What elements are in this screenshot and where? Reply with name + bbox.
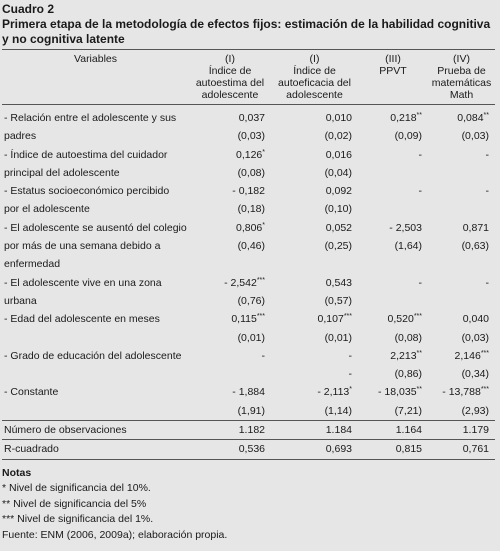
cell-c1 (189, 274, 271, 292)
cell-c1 (189, 310, 271, 328)
stats-cell-c4: 1.179 (428, 421, 495, 440)
source-note: Fuente: ENM (2006, 2009a); elaboración propia. (2, 528, 228, 541)
cell-value: 0,084 (457, 112, 484, 124)
table-number: Cuadro 2 (2, 2, 55, 16)
notes-title: Notas (2, 466, 32, 479)
row-label: - El adolescente vive en una zona (4, 276, 162, 289)
cell-value: 0,520 (387, 313, 414, 326)
cell-value: (0,57) (324, 294, 352, 307)
cell-value: - (348, 368, 352, 381)
row-label: - Índice de autoestima del cuidador (4, 148, 168, 161)
cell-c3 (358, 310, 428, 328)
table-row (2, 329, 495, 347)
cell-value: - (485, 276, 489, 289)
table-row (2, 274, 495, 292)
significance-mark: * (349, 386, 352, 394)
cell-c3 (358, 219, 428, 237)
row-label: por más de una semana debido a (4, 240, 161, 253)
cell-c1 (189, 329, 271, 347)
stats-cell-c1: 1.182 (189, 421, 271, 440)
significance-mark: ** (416, 386, 422, 394)
cell-value: 0,052 (325, 221, 352, 234)
cell-c1 (189, 182, 271, 200)
significance-mark: ** (416, 112, 422, 119)
cell-c2 (271, 105, 358, 128)
table-row (2, 347, 495, 365)
header-col-3-num: (III) (385, 53, 401, 65)
cell-c1 (189, 146, 271, 164)
cell-c3 (358, 182, 428, 200)
note-item: * Nivel de significancia del 10%. (2, 482, 151, 495)
table-row (2, 237, 495, 255)
cell-c4 (428, 329, 495, 347)
row-label: urbana (4, 294, 37, 307)
row-label (2, 329, 189, 347)
cell-value: - (485, 148, 489, 161)
table-stats (2, 421, 495, 460)
cell-value: - 1,884 (232, 386, 265, 399)
cell-c4 (428, 347, 495, 365)
cell-value: - (418, 148, 422, 161)
cell-value: 0,218 (390, 112, 417, 124)
header-col-1 (189, 50, 271, 105)
header-col-2 (271, 50, 358, 105)
cell-c4 (428, 292, 495, 310)
cell-c2 (271, 292, 358, 310)
cell-value: 0,806 (235, 221, 263, 234)
cell-value: (0,08) (394, 331, 422, 344)
cell-value: (0,01) (324, 331, 352, 344)
cell-c4 (428, 383, 495, 401)
cell-c1 (189, 164, 271, 182)
cell-c3 (358, 164, 428, 182)
cell-c1 (189, 347, 271, 365)
cell-c3 (358, 127, 428, 145)
cell-value: (7,21) (394, 404, 422, 417)
table-row (2, 255, 495, 273)
row-label: por el adolescente (4, 203, 90, 216)
cell-c4 (428, 237, 495, 255)
cell-value: - 2,542 (224, 276, 257, 289)
table-row (2, 200, 495, 218)
stats-row (2, 440, 495, 459)
cell-value: - (348, 349, 352, 362)
cell-c2 (271, 146, 358, 164)
cell-c3 (358, 255, 428, 273)
cell-value: 2,213 (390, 349, 417, 362)
header-col-4 (428, 50, 495, 105)
cell-c1 (189, 402, 271, 421)
cell-value: (0,10) (324, 203, 352, 216)
cell-value: (0,18) (237, 203, 265, 216)
cell-c4 (428, 310, 495, 328)
table-row (2, 146, 495, 164)
table-title: Primera etapa de la metodología de efectos fijos: estimación de la habilidad cognitiva y no cognitiva latente (2, 17, 491, 46)
header-col-4-num: (IV) (453, 53, 470, 65)
significance-mark: *** (413, 313, 422, 321)
stats-cell-c3: 1.164 (358, 421, 428, 440)
cell-c1 (189, 200, 271, 218)
stats-cell-c3: 0,815 (358, 440, 428, 459)
cell-c1 (189, 105, 271, 128)
cell-c1 (189, 292, 271, 310)
row-label (2, 365, 189, 383)
cell-value: 0,107 (317, 313, 344, 326)
cell-value: 0,037 (238, 112, 265, 124)
cell-value: (0,34) (461, 368, 489, 381)
significance-mark: *** (480, 386, 489, 394)
table-row (2, 219, 495, 237)
row-label: principal del adolescente (4, 166, 120, 179)
cell-c4 (428, 146, 495, 164)
significance-mark: * (262, 221, 265, 229)
cell-value: 0,126 (235, 148, 263, 161)
header-col-3 (358, 50, 428, 105)
row-label: - El adolescente se ausentó del colegio (4, 221, 187, 234)
cell-value: (0,03) (461, 130, 489, 143)
cell-c3 (358, 402, 428, 421)
cell-c3 (358, 105, 428, 128)
cell-c4 (428, 402, 495, 421)
cell-c4 (428, 164, 495, 182)
table-row (2, 182, 495, 200)
row-label: - Grado de educación del adolescente (4, 349, 182, 362)
significance-mark: *** (256, 276, 265, 284)
significance-mark: ** (483, 112, 489, 119)
cell-c3 (358, 329, 428, 347)
cell-value: - 2,113 (317, 386, 350, 399)
cell-value: (0,63) (461, 240, 489, 253)
cell-c2 (271, 164, 358, 182)
cell-value: (0,46) (237, 240, 265, 253)
cell-value: 0,010 (325, 112, 352, 124)
row-label: - Relación entre el adolescente y sus (4, 112, 177, 124)
cell-c1 (189, 237, 271, 255)
cell-value: (0,86) (394, 368, 422, 381)
cell-c4 (428, 365, 495, 383)
cell-c2 (271, 127, 358, 145)
cell-c2 (271, 237, 358, 255)
table-header (2, 50, 495, 105)
cell-value: - 13,788 (442, 386, 481, 399)
note-item: *** Nivel de significancia del 1%. (2, 513, 154, 526)
row-label: padres (4, 130, 37, 143)
cell-value: (0,76) (237, 294, 265, 307)
significance-mark: *** (343, 313, 352, 321)
cell-c3 (358, 365, 428, 383)
regression-table (2, 49, 495, 460)
cell-c2 (271, 329, 358, 347)
cell-c3 (358, 200, 428, 218)
cell-c2 (271, 365, 358, 383)
cell-value: (0,03) (461, 331, 489, 344)
cell-c3 (358, 146, 428, 164)
row-label: - Estatus socioeconómico percibido (4, 185, 170, 198)
cell-c1 (189, 219, 271, 237)
row-label: - Constante (4, 386, 59, 399)
header-variables: Variables (74, 53, 117, 65)
cell-c4 (428, 105, 495, 128)
cell-value: (0,08) (237, 166, 265, 179)
header-col-4-label: Prueba de matemáticas Math (431, 65, 492, 101)
cell-value: (0,03) (237, 130, 265, 143)
cell-c4 (428, 274, 495, 292)
cell-c4 (428, 255, 495, 273)
cell-c3 (358, 292, 428, 310)
stats-row (2, 421, 495, 440)
cell-c1 (189, 365, 271, 383)
cell-c2 (271, 347, 358, 365)
cell-value: - (261, 349, 265, 362)
cell-c3 (358, 383, 428, 401)
cell-value: 0,016 (325, 148, 352, 161)
table-row (2, 164, 495, 182)
significance-mark: *** (480, 349, 489, 357)
cell-value: - (485, 185, 489, 198)
stats-cell-c1: 0,536 (189, 440, 271, 459)
cell-value: (1,14) (324, 404, 352, 417)
significance-mark: ** (416, 349, 422, 357)
row-label (2, 402, 189, 421)
cell-c4 (428, 219, 495, 237)
cell-c2 (271, 219, 358, 237)
cell-c4 (428, 200, 495, 218)
header-col-1-label: Índice de autoestima del adolescente (195, 65, 265, 101)
header-col-3-label: PPVT (379, 65, 407, 77)
table-row (2, 365, 495, 383)
cell-value: - 18,035 (378, 386, 417, 399)
cell-value: 0,092 (325, 185, 352, 198)
stats-label: Número de observaciones (2, 421, 189, 440)
notes (2, 466, 495, 544)
cell-value: (1,91) (237, 404, 265, 417)
cell-value: (0,09) (394, 130, 422, 143)
cell-value: - (418, 185, 422, 198)
cell-value: (0,04) (324, 166, 352, 179)
cell-c2 (271, 310, 358, 328)
header-col-2-num: (I) (309, 53, 320, 65)
cell-c2 (271, 402, 358, 421)
significance-mark: *** (256, 313, 265, 321)
stats-cell-c2: 1.184 (271, 421, 358, 440)
cell-value: 0,115 (231, 313, 257, 326)
table-row (2, 402, 495, 421)
cell-c2 (271, 274, 358, 292)
stats-label: R-cuadrado (2, 440, 189, 459)
cell-c1 (189, 383, 271, 401)
header-col-1-num: (I) (225, 53, 235, 65)
cell-c4 (428, 127, 495, 145)
cell-value: (2,93) (461, 404, 489, 417)
cell-c2 (271, 200, 358, 218)
table-row (2, 310, 495, 328)
cell-value: 0,543 (325, 276, 352, 289)
cell-c2 (271, 255, 358, 273)
cell-value: (0,01) (237, 331, 265, 344)
cell-c1 (189, 127, 271, 145)
header-col-2-label: Índice de autoeficacia del adolescente (278, 65, 351, 101)
note-item: ** Nivel de significancia del 5% (2, 497, 147, 510)
cell-c4 (428, 182, 495, 200)
cell-value: (0,02) (324, 130, 352, 143)
cell-value: - 2,503 (389, 221, 422, 234)
table-row (2, 383, 495, 401)
cell-value: (0,25) (324, 240, 352, 253)
cell-value: 0,871 (462, 221, 489, 234)
table-row (2, 292, 495, 310)
stats-cell-c4: 0,761 (428, 440, 495, 459)
significance-mark: * (262, 148, 265, 156)
cell-c3 (358, 274, 428, 292)
row-label: - Edad del adolescente en meses (4, 313, 160, 326)
row-label: enfermedad (4, 258, 61, 271)
table-row (2, 127, 495, 145)
cell-c2 (271, 182, 358, 200)
table-body (2, 105, 495, 421)
cell-value: 2,146 (454, 349, 481, 362)
cell-c1 (189, 255, 271, 273)
cell-value: - (418, 276, 422, 289)
cell-value: - 0,182 (232, 185, 265, 198)
cell-value: 0,040 (462, 313, 489, 326)
cell-c3 (358, 347, 428, 365)
cell-value: (1,64) (394, 240, 422, 253)
cell-c2 (271, 383, 358, 401)
table-row (2, 105, 495, 128)
stats-cell-c2: 0,693 (271, 440, 358, 459)
cell-c3 (358, 237, 428, 255)
